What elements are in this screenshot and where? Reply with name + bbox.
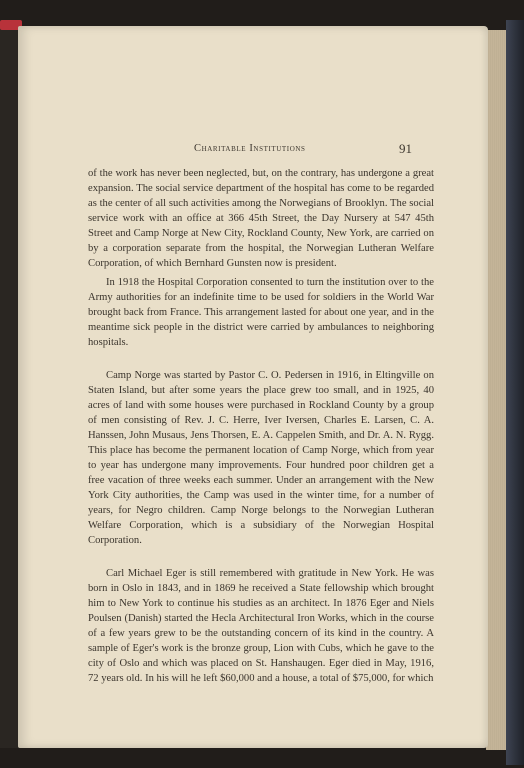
paragraph-continuation: of the work has never been neglected, but, on the contrary, has undergone a great expansion. The social service department of the hospital has come to be regarded as the center of all such activities among the Norwegians of Brooklyn. The social service work with an office at 366 45th Street, the Day Nursery at 547 45th Street and Camp Norge at New City, Rockland County, New York, are carried on by a corporation separate from the hospital, the Norwegian Lutheran Welfare Corporation, of which Bernhard Gunsten now is president. xyxy=(88,168,434,269)
book-page xyxy=(18,26,488,748)
body-text xyxy=(88,166,434,686)
page-number: 91 xyxy=(399,141,412,156)
running-head-title: Charitable Institutions xyxy=(194,143,306,154)
book-cover-left xyxy=(0,24,20,748)
page-edges xyxy=(486,30,506,750)
book-cover-right xyxy=(506,20,524,765)
paragraph-camp-norge: Camp Norge was started by Pastor C. O. Pedersen in 1916, in Eltingville on Staten Island, but after some years the place grew too small, and in 1925, 40 acres of land with some houses were purchased in Rockland County by a group of men consisting of Rev. J. C. Herre, Iver Iversen, Charles E. Larsen, C. A. Hanssen, John Musaus, Jens Thorsen, E. A. Cappelen Smith, and Dr. A. N. Rygg. This place has become the permanent location of Camp Norge, which from year to year has undergone many improvements. Four hundred poor children get a free vacation of three weeks each summer. Under an arrangement with the New York City authorities, the Camp was used in the winter time, for a number of years, for Negro children. Camp Norge belongs to the Norwegian Lutheran Welfare Corporation, which is a subsidiary of the Norwegian Hospital Corporation. xyxy=(88,370,434,546)
paragraph-hospital-army: In 1918 the Hospital Corporation consented to turn the institution over to the Army authorities for an indefinite time to be used for soldiers in the World War brought back from France. This arrangement lasted for about one year, and in the meantime sick people in the district were carried by ambulances to neighboring hospitals. xyxy=(88,277,434,348)
paragraph-carl-michael-eger: Carl Michael Eger is still remembered with gratitude in New York. He was born in Oslo in 1843, and in 1869 he received a State fellowship which brought him to New York to continue his studies as an architect. In 1876 Eger and Niels Poulsen (Danish) started the Hecla Architectural Iron Works, which in the course of a few years grew to be the outstanding concern of its kind in the country. A sample of Eger's work is the bronze group, Lion with Cubs, which he gave to the city of Oslo and which was placed on St. Hanshaugen. Eger died in May, 1916, 72 years old. In his will he left $60,000 and a house, a total of $75,000, for which xyxy=(88,568,434,684)
